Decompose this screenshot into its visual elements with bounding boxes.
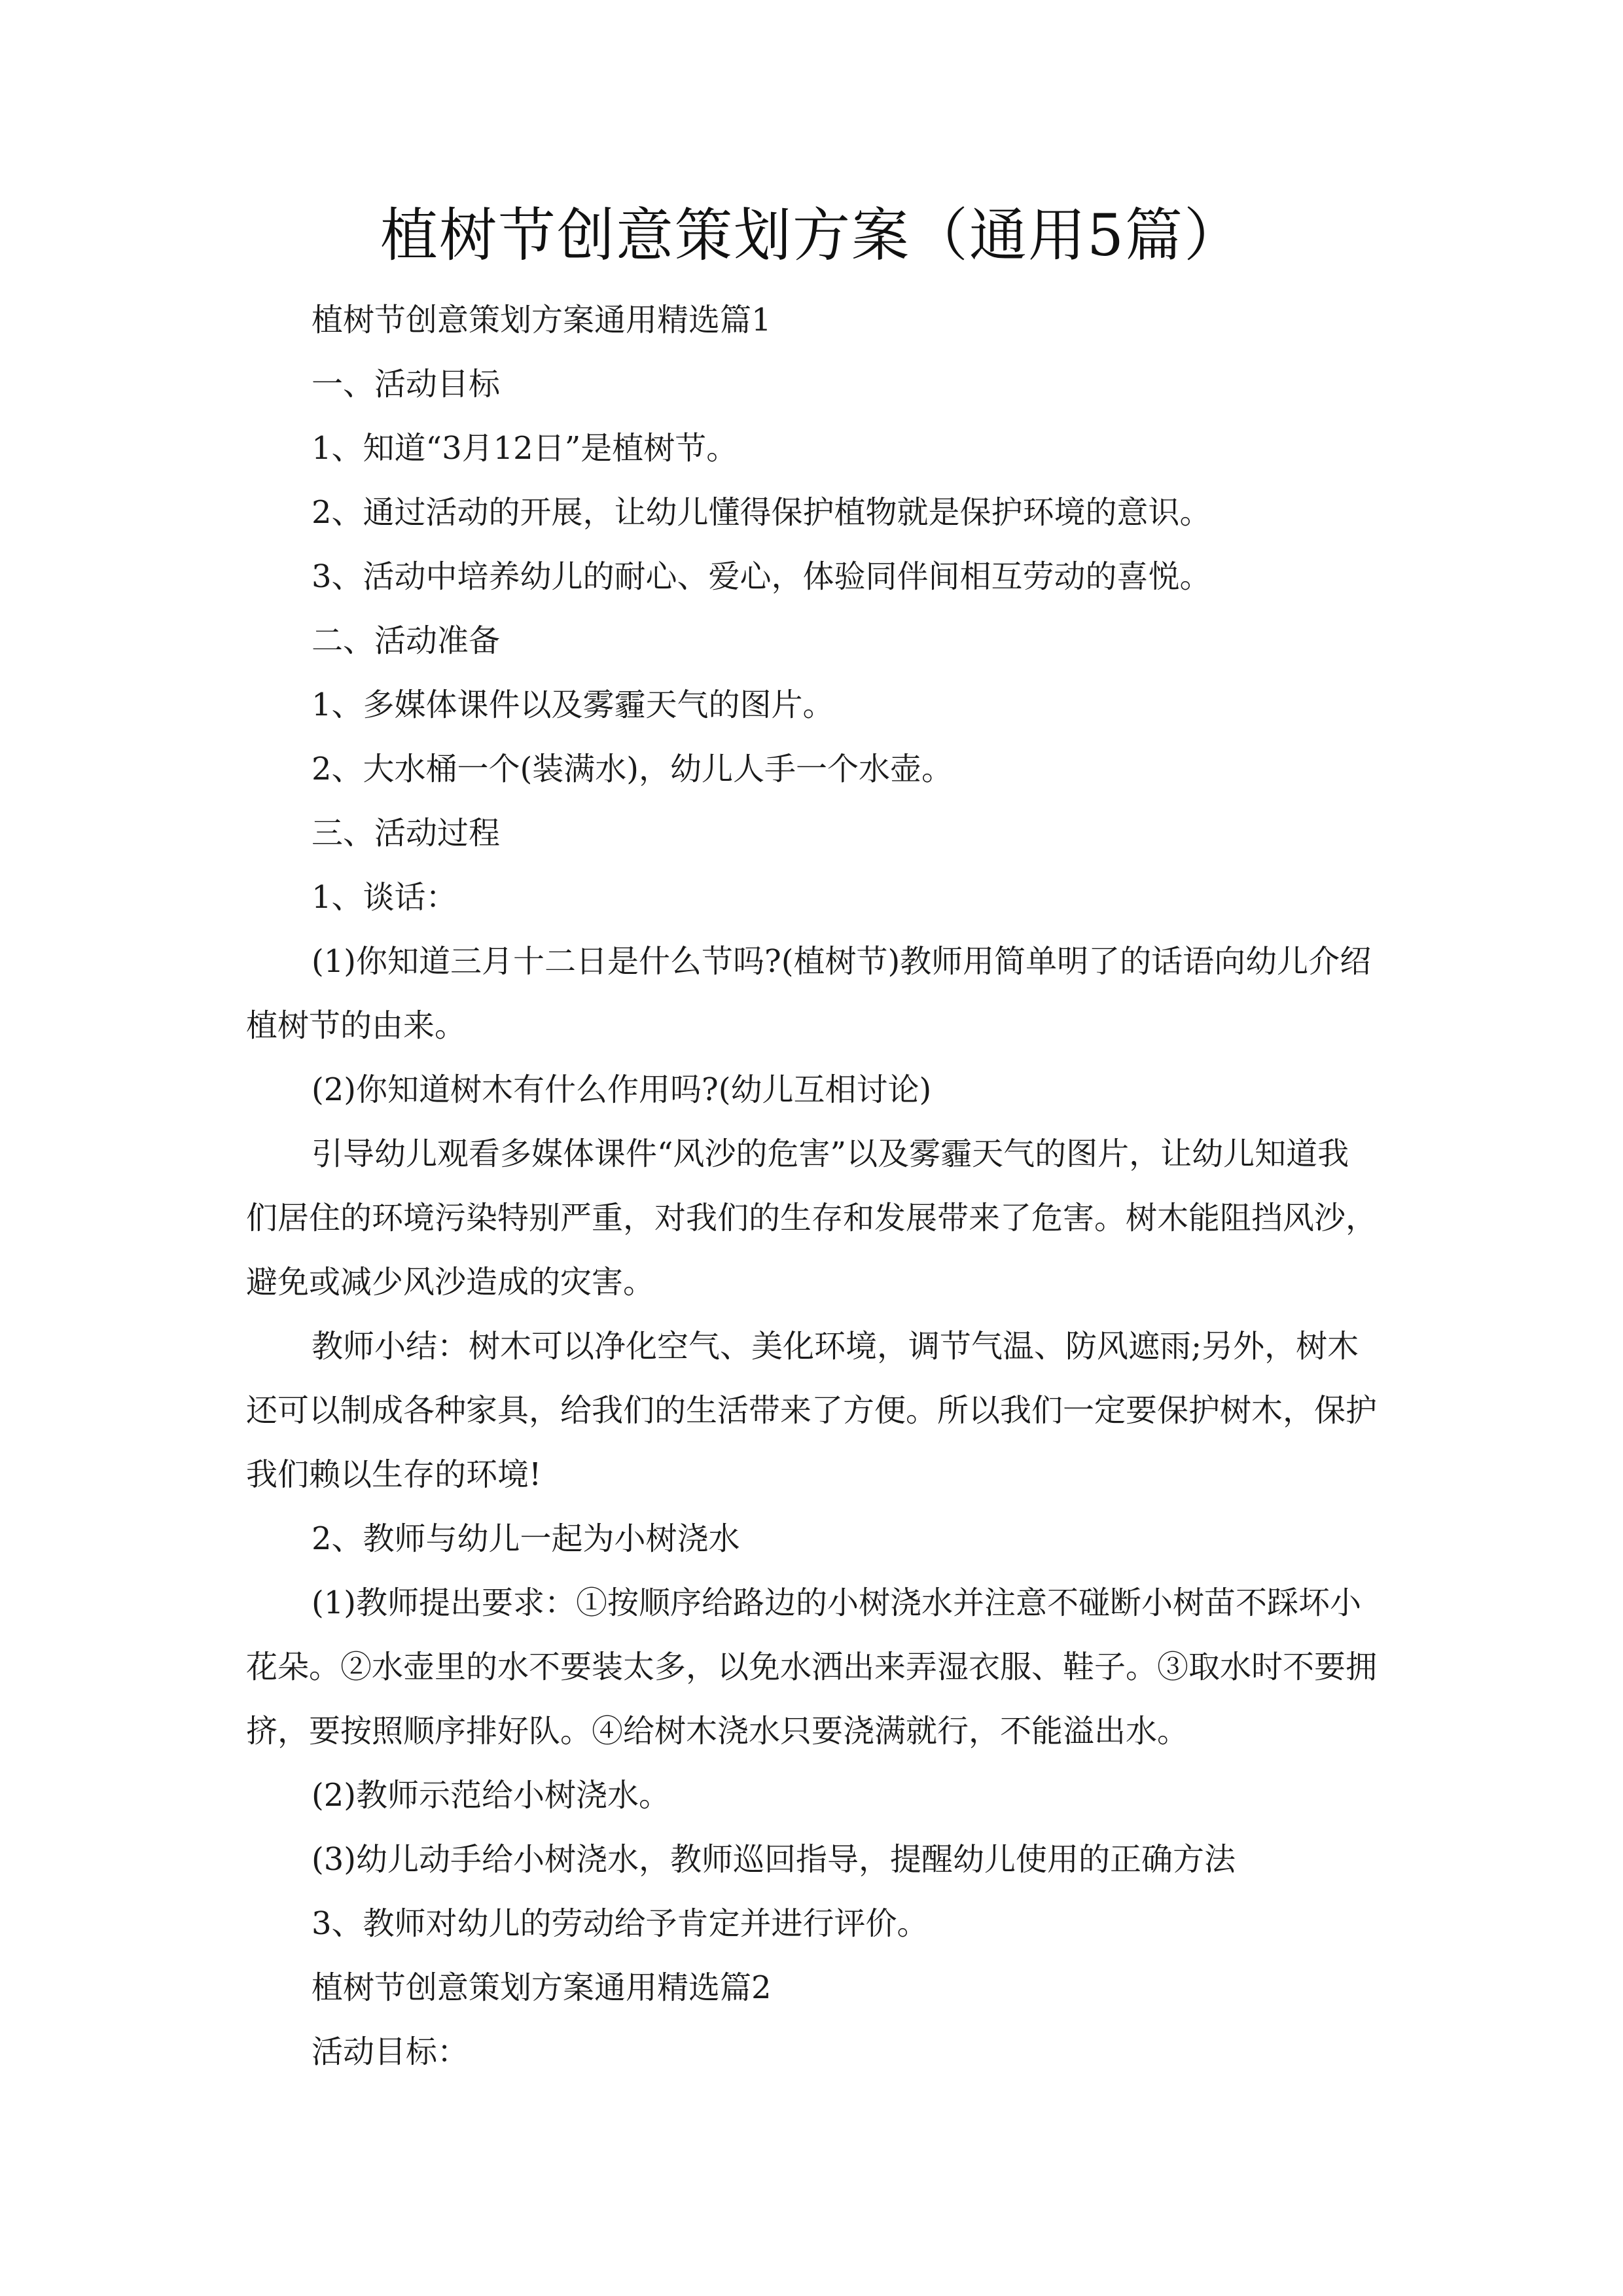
paragraph: 活动目标： (312, 2034, 469, 2070)
paragraph: 2、教师与幼儿一起为小树浇水 (312, 1520, 740, 1557)
document-body (246, 288, 1377, 2084)
paragraph: 2、通过活动的开展，让幼儿懂得保护植物就是保护环境的意识。 (312, 494, 1211, 531)
paragraph: 2、大水桶一个(装满水)，幼儿人手一个水壶。 (312, 751, 953, 787)
paragraph: (2)你知道树木有什么作用吗?(幼儿互相讨论) (312, 1071, 932, 1108)
paragraph: (1)你知道三月十二日是什么节吗?(植树节)教师用简单明了的话语向幼儿介绍植树节的由来。 (246, 943, 1372, 1044)
paragraph: 引导幼儿观看多媒体课件“风沙的危害”以及雾霾天气的图片，让幼儿知道我们居住的环境污染特别严重，对我们的生存和发展带来了危害。树木能阻挡风沙，避免或减少风沙造成的灾害。 (246, 1136, 1378, 1300)
paragraph: 1、多媒体课件以及雾霾天气的图片。 (312, 687, 834, 723)
paragraph: (2)教师示范给小树浇水。 (312, 1777, 670, 1814)
section-heading: 三、活动过程 (312, 815, 501, 852)
paragraph: 教师小结：树木可以净化空气、美化环境，调节气温、防风遮雨;另外，树木还可以制成各种家具，给我们的生活带来了方便。所以我们一定要保护树木，保护我们赖以生存的环境! (246, 1328, 1378, 1493)
section-heading: 一、活动目标 (312, 366, 501, 403)
paragraph: 1、知道“3月12日”是植树节。 (312, 430, 738, 467)
paragraph: (3)幼儿动手给小树浇水，教师巡回指导，提醒幼儿使用的正确方法 (312, 1841, 1236, 1878)
section-heading: 二、活动准备 (312, 622, 501, 659)
paragraph: 3、活动中培养幼儿的耐心、爱心，体验同伴间相互劳动的喜悦。 (312, 558, 1211, 595)
section-heading: 植树节创意策划方案通用精选篇1 (312, 302, 772, 338)
paragraph: 1、谈话： (312, 879, 457, 916)
document-title: 植树节创意策划方案（通用5篇） (380, 202, 1243, 269)
paragraph: 3、教师对幼儿的劳动给予肯定并进行评价。 (312, 1905, 929, 1942)
section-heading: 植树节创意策划方案通用精选篇2 (312, 1969, 772, 2006)
paragraph: (1)教师提出要求：①按顺序给路边的小树浇水并注意不碰断小树苗不踩坏小花朵。②水壶里的水不要装太多，以免水洒出来弄湿衣服、鞋子。③取水时不要拥挤，要按照顺序排好队。④给树木浇水只要浇满就行，不能溢出水。 (246, 1585, 1378, 1749)
